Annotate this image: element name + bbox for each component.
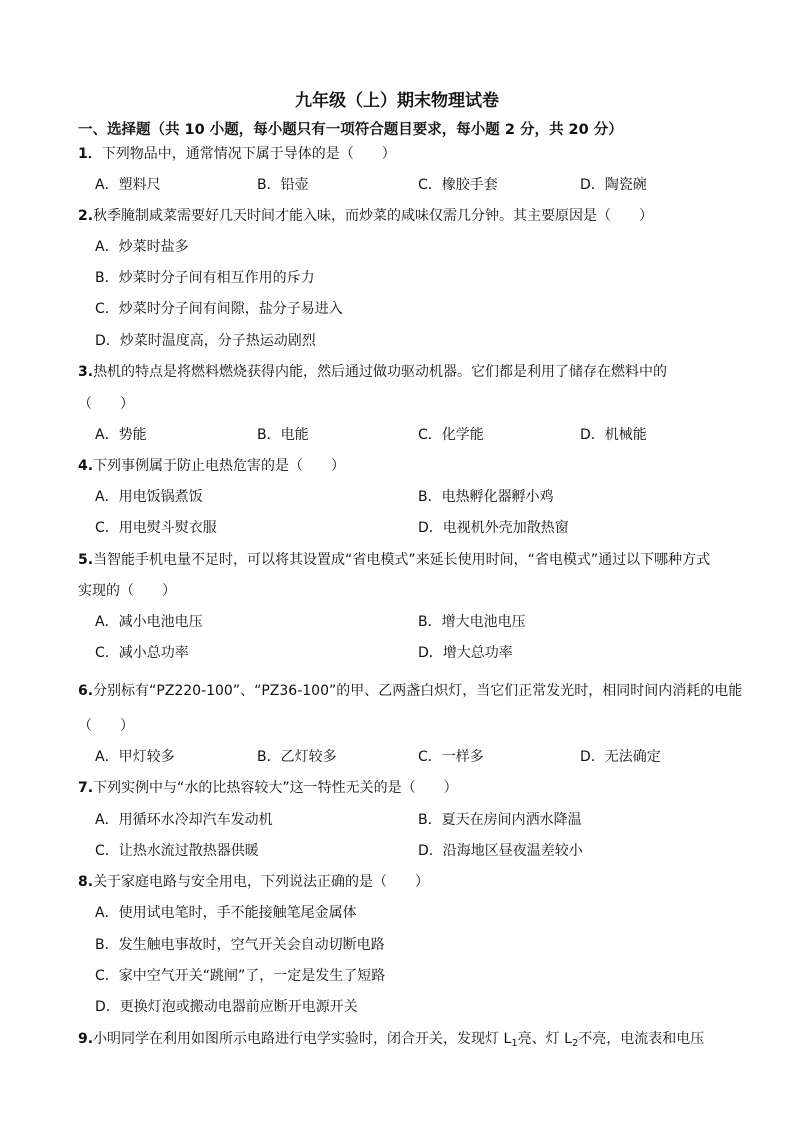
option-a: A．势能 <box>95 427 147 443</box>
question-text: 下列实例中与“水的比热容较大”这一特性无关的是（ ） <box>93 780 458 796</box>
option-d: D．增大总功率 <box>418 645 513 661</box>
question-5: 5.当智能手机电量不足时，可以将其设置成“省电模式”来延长使用时间，“省电模式”通过以下哪种方式 <box>78 552 711 568</box>
option-a: A．炒菜时盐多 <box>95 239 189 255</box>
question-text: 秋季腌制咸菜需要好几天时间才能入味，而炒菜的咸味仅需几分钟。其主要原因是（ ） <box>93 208 654 224</box>
question-1: 1．下列物品中，通常情况下属于导体的是（ ） <box>78 146 396 162</box>
option-b: B．电能 <box>257 427 309 443</box>
option-b: B．夏天在房间内洒水降温 <box>418 812 582 828</box>
option-a: A．塑料尺 <box>95 177 161 193</box>
option-d: D．电视机外壳加散热窗 <box>418 520 569 536</box>
option-c: C．用电熨斗熨衣服 <box>95 520 217 536</box>
option-a: A．用电饭锅煮饭 <box>95 489 203 505</box>
question-3: 3.热机的特点是将燃料燃烧获得内能，然后通过做功驱动机器。它们都是利用了储存在燃料中的 <box>78 364 668 380</box>
question-7: 7.下列实例中与“水的比热容较大”这一特性无关的是（ ） <box>78 780 458 796</box>
option-d: D．更换灯泡或搬动电器前应断开电源开关 <box>95 999 358 1015</box>
option-c: C．炒菜时分子间有间隙，盐分子易进入 <box>95 301 343 317</box>
question-2: 2.秋季腌制咸菜需要好几天时间才能入味，而炒菜的咸味仅需几分钟。其主要原因是（ ） <box>78 208 654 224</box>
option-d: D．无法确定 <box>580 749 661 765</box>
option-c: C．家中空气开关“跳闸”了，一定是发生了短路 <box>95 968 386 984</box>
question-4: 4.下列事例属于防止电热危害的是（ ） <box>78 458 346 474</box>
option-a: A．减小电池电压 <box>95 614 203 630</box>
section-heading: 一、选择题（共 10 小题，每小题只有一项符合题目要求，每小题 2 分，共 20 分） <box>78 122 623 138</box>
question-9: 9.小明同学在利用如图所示电路进行电学实验时，闭合开关，发现灯 $L_1$亮、灯 $L_2$不亮，电流表和电压 <box>78 1031 705 1049</box>
page-title: 九年级（上）期末物理试卷 <box>295 91 499 111</box>
option-c: C．化学能 <box>418 427 484 443</box>
option-d: D．机械能 <box>580 427 647 443</box>
question-text: 小明同学在利用如图所示电路进行电学实验时，闭合开关，发现灯 $L_1$亮、灯 $L_2$不亮，电流表和电压 <box>93 1031 705 1049</box>
option-b: B．炒菜时分子间有相互作用的斥力 <box>95 270 315 286</box>
option-d: D．沿海地区昼夜温差较小 <box>418 843 583 859</box>
question-text: 分别标有“PZ220-100”、“PZ36-100”的甲、乙两盏白炽灯，当它们正常发光时，相同时间内消耗的电能 <box>93 683 743 699</box>
option-b: B．铅壶 <box>257 177 309 193</box>
option-c: C．橡胶手套 <box>418 177 498 193</box>
question-continuation: （ ） <box>78 718 134 734</box>
question-continuation: 实现的（ ） <box>78 583 176 599</box>
option-b: B．增大电池电压 <box>418 614 526 630</box>
question-text: 热机的特点是将燃料燃烧获得内能，然后通过做功驱动机器。它们都是利用了储存在燃料中的 <box>93 364 668 380</box>
question-8: 8.关于家庭电路与安全用电，下列说法正确的是（ ） <box>78 874 430 890</box>
option-b: B．电热孵化器孵小鸡 <box>418 489 554 505</box>
question-6: 6.分别标有“PZ220-100”、“PZ36-100”的甲、乙两盏白炽灯，当它们正常发光时，相同时间内消耗的电能 <box>78 683 743 699</box>
question-text: 下列物品中，通常情况下属于导体的是（ ） <box>101 146 396 162</box>
option-c: C．让热水流过散热器供暖 <box>95 843 259 859</box>
question-text: 当智能手机电量不足时，可以将其设置成“省电模式”来延长使用时间，“省电模式”通过以下哪种方式 <box>93 552 711 568</box>
option-c: C．一样多 <box>418 749 484 765</box>
option-a: A．使用试电笔时，手不能接触笔尾金属体 <box>95 905 357 921</box>
option-d: D．陶瓷碗 <box>580 177 647 193</box>
question-continuation: （ ） <box>78 396 134 412</box>
question-text: 下列事例属于防止电热危害的是（ ） <box>93 458 346 474</box>
option-b: B．发生触电事故时，空气开关会自动切断电路 <box>95 937 385 953</box>
option-b: B．乙灯较多 <box>257 749 337 765</box>
question-text: 关于家庭电路与安全用电，下列说法正确的是（ ） <box>93 874 430 890</box>
option-c: C．减小总功率 <box>95 645 189 661</box>
option-a: A．甲灯较多 <box>95 749 175 765</box>
option-a: A．用循环水冷却汽车发动机 <box>95 812 273 828</box>
option-d: D．炒菜时温度高，分子热运动剧烈 <box>95 333 316 349</box>
